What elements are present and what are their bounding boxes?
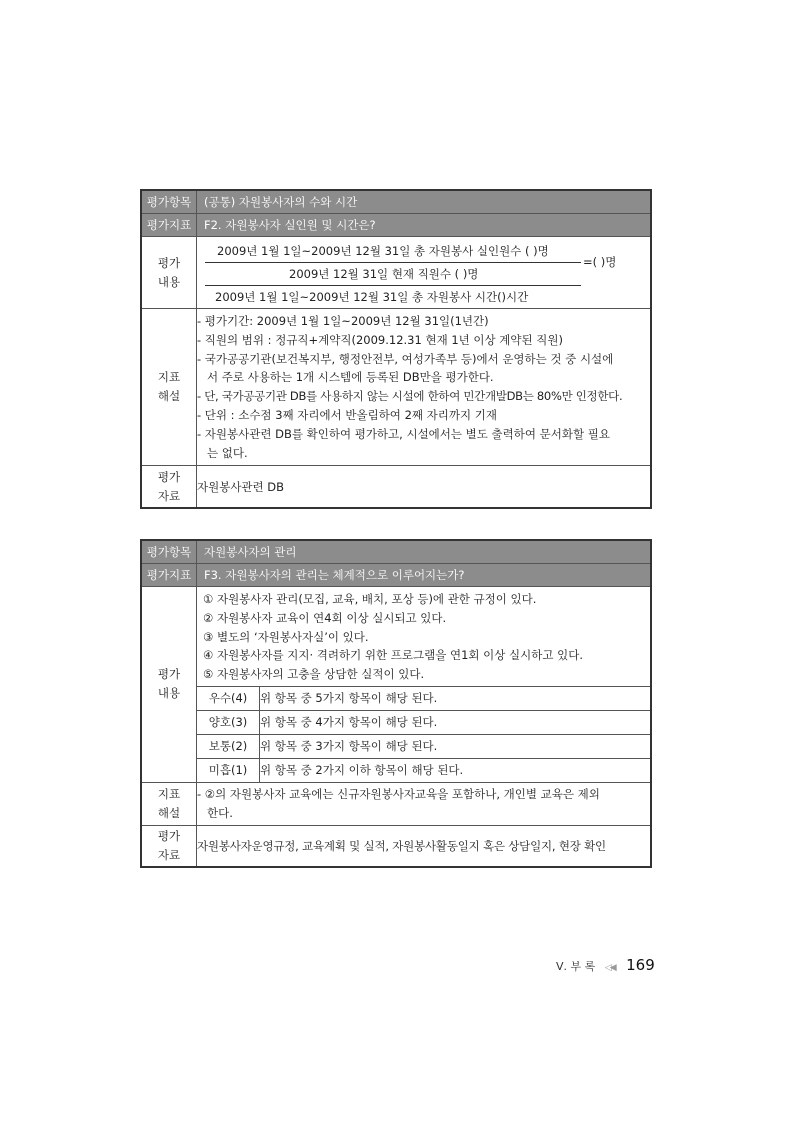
indicator-value: F3. 자원봉사자의 관리는 체계적으로 이루어지는가? [197,564,652,587]
explain-line: - 단, 국가공공기관 DB를 사용하지 않는 시설에 한하여 민간개발DB는 80%만 인정한다. [197,389,623,404]
explain-content [197,309,652,466]
explain-line: 한다. [207,805,233,820]
grade-desc: 위 항목 중 2가지 이하 항목이 해당 된다. [260,758,651,782]
page-footer [556,956,655,974]
data-value: 자원봉사자운영규정, 교육계획 및 실적, 자원봉사활동일지 혹은 상담일지, 현장 확인 [197,825,652,867]
indicator-label: 평가지표 [141,564,197,587]
explain-line: 서 주로 사용하는 1개 시스템에 등록된 DB만을 평가한다. [207,370,494,385]
item-label: 평가항목 [141,540,197,564]
explain-line: - 평가기간: 2009년 1월 1일~2009년 12월 31일(1년간) [197,314,489,328]
data-label: 평가 자료 [141,825,197,867]
evaluation-table-f3 [140,539,652,868]
grade-label: 미흡(1) [197,758,260,782]
item-label: 평가항목 [141,190,197,214]
content-label: 평가 내용 [141,587,197,783]
evaluation-table-f2 [140,189,652,509]
content-label: 평가 내용 [141,237,197,309]
criteria-item: ② 자원봉사자 교육이 연4회 이상 실시되고 있다. [203,610,447,625]
data-label: 평가 자료 [141,466,197,508]
indicator-row [141,214,651,237]
indicator-row [141,564,651,587]
data-value: 자원봉사관련 DB [197,466,652,508]
explain-label: 지표 해설 [141,782,197,825]
criteria-item: ③ 별도의 ‘자원봉사자실’이 있다. [203,629,369,644]
criteria-item: ⑤ 자원봉사자의 고충을 상담한 실적이 있다. [203,667,425,682]
item-row [141,190,651,214]
criteria-list [197,587,650,686]
formula-result: =( )명 [583,255,617,269]
formula-hours: 2009년 1월 1일~2009년 12월 31일 총 자원봉사 시간()시간 [215,290,529,304]
explain-line: - 직원의 범위 : 정규직+계약직(2009.12.31 현재 1년 이상 계약된 직원) [197,332,563,347]
grade-desc: 위 항목 중 3가지 항목이 해당 된다. [260,734,651,758]
grade-desc: 위 항목 중 4가지 항목이 해당 된다. [260,710,651,734]
grade-row [197,686,650,710]
explain-line: - 단위 : 소수점 3째 자리에서 반올림하여 2째 자리까지 기재 [197,407,497,422]
content-cell [197,587,652,783]
explain-line: - ②의 자원봉사자 교육에는 신규자원봉사자교육을 포함하나, 개인별 교육은 제외 [197,786,600,801]
content-row [141,237,651,309]
grade-row [197,710,650,734]
criteria-item: ① 자원봉사자 관리(모집, 교육, 배치, 포상 등)에 관한 규정이 있다. [203,592,537,606]
section-label: Ⅴ. 부 록 [556,960,596,973]
grade-label: 우수(4) [197,686,260,710]
explain-line: - 국가공공기관(보건복지부, 행정안전부, 여성가족부 등)에서 운영하는 것 중 시설에 [197,351,614,366]
item-row [141,540,651,564]
grade-label: 양호(3) [197,710,260,734]
criteria-item: ④ 자원봉사자를 지지· 격려하기 위한 프로그램을 연1회 이상 실시하고 있다. [203,648,583,663]
separator-line [205,285,581,286]
page-number: 169 [626,956,655,974]
explain-label: 지표 해설 [141,309,197,466]
explain-line: 는 없다. [207,445,248,460]
explain-row [141,309,651,466]
formula-numerator: 2009년 1월 1일~2009년 12월 31일 총 자원봉사 실인원수 ( )명 [217,244,549,258]
ratio-formula [197,237,650,308]
grade-desc: 위 항목 중 5가지 항목이 해당 된다. [260,686,651,710]
grade-table [197,686,650,782]
fraction-bar [205,262,581,263]
arrow-icon: ◁◀ [604,963,615,973]
data-row [141,466,651,508]
item-value: 자원봉사자의 관리 [197,540,652,564]
explain-content [197,782,652,825]
explain-line: - 자원봉사관련 DB를 확인하여 평가하고, 시설에서는 별도 출력하여 문서화할 필요 [197,426,610,441]
grade-row [197,758,650,782]
formula-denominator: 2009년 12월 31일 현재 직원수 ( )명 [289,267,479,281]
data-row [141,825,651,867]
explain-row [141,782,651,825]
grade-row [197,734,650,758]
content-row [141,587,651,783]
indicator-value: F2. 자원봉사자 실인원 및 시간은? [197,214,652,237]
grade-label: 보통(2) [197,734,260,758]
item-value: (공통) 자원봉사자의 수와 시간 [197,190,652,214]
indicator-label: 평가지표 [141,214,197,237]
